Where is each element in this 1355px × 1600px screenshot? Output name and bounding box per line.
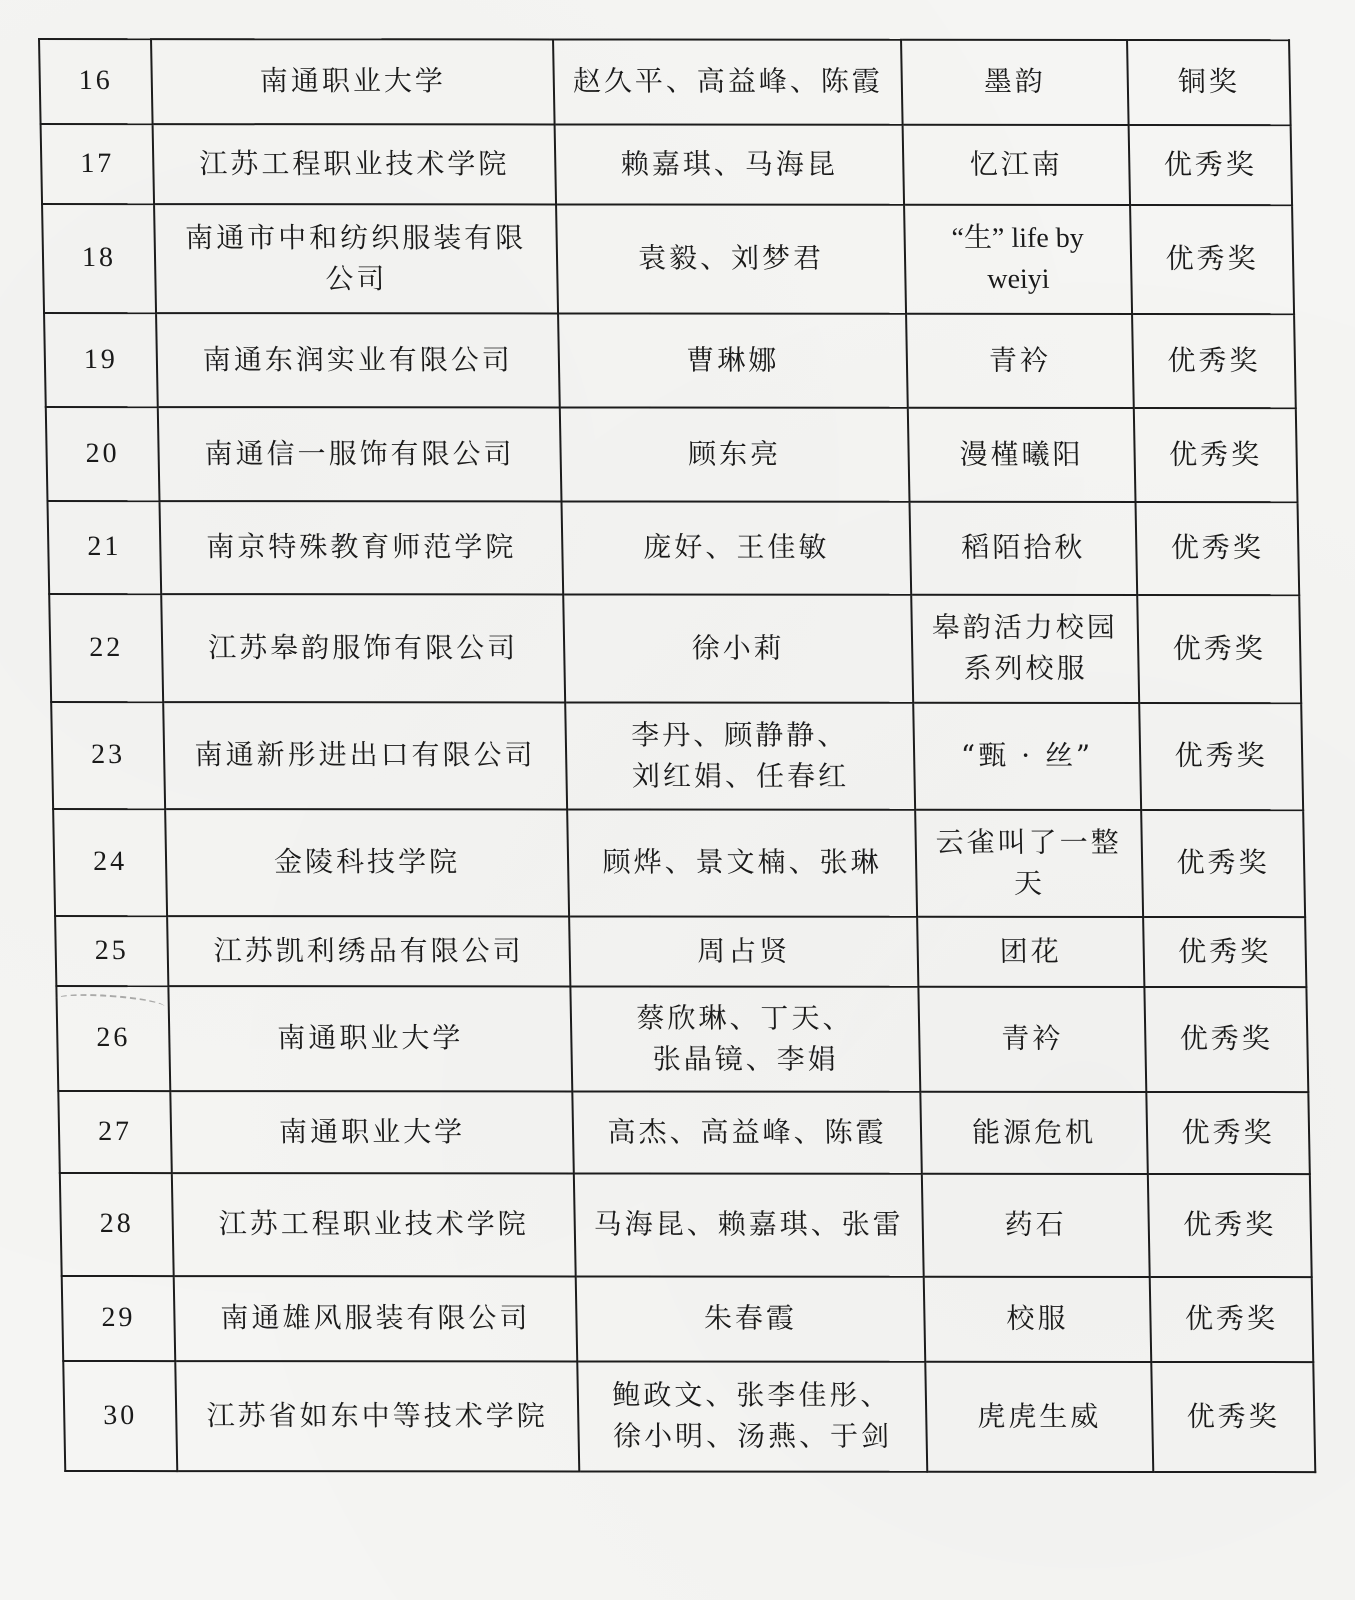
cell-work-title (909, 502, 1137, 595)
cell-award (1132, 314, 1296, 408)
award-level: 优秀奖 (1184, 1302, 1279, 1336)
authors-line: 鲍政文、张李佳彤、 (612, 1378, 892, 1413)
table-row (58, 1091, 1310, 1174)
cell-unit (153, 124, 556, 204)
award-winners-table (38, 38, 1316, 1473)
serial-number: 26 (96, 1022, 131, 1054)
award-level: 优秀奖 (1168, 437, 1263, 471)
cell-award (1130, 205, 1294, 314)
unit-name-line: 南通雄风服装有限公司 (220, 1301, 531, 1335)
cell-award (1137, 595, 1301, 703)
unit-name-line: 南通东润实业有限公司 (202, 342, 514, 377)
cell-work-title (903, 125, 1130, 205)
unit-name-line: 金陵科技学院 (273, 845, 461, 879)
cell-authors (574, 1173, 924, 1276)
cell-authors (576, 1276, 926, 1361)
table-row (63, 1361, 1315, 1472)
award-level: 优秀奖 (1165, 242, 1259, 276)
work-title-line: “甄 · 丝” (960, 738, 1094, 773)
work-title-line: 校服 (1006, 1302, 1069, 1336)
cell-unit (167, 916, 570, 986)
cell-award (1141, 810, 1305, 917)
serial-number: 27 (97, 1115, 133, 1147)
cell-award (1150, 1277, 1314, 1362)
cell-authors (560, 407, 910, 501)
unit-name-line: 南通职业大学 (259, 64, 447, 98)
serial-number: 20 (85, 437, 120, 469)
cell-work-title (915, 810, 1143, 917)
table-row (51, 702, 1303, 810)
work-title-line: 药石 (1004, 1208, 1068, 1242)
work-title-line: 青衿 (988, 343, 1052, 377)
serial-number: 19 (83, 343, 119, 375)
award-level: 优秀奖 (1172, 631, 1266, 665)
unit-name-line: 南通新彤进出口有限公司 (194, 738, 536, 772)
authors-line: 赖嘉琪、马海昆 (620, 147, 839, 181)
table-row (49, 594, 1301, 703)
cell-work-title (922, 1174, 1150, 1277)
cell-unit (175, 1361, 579, 1471)
unit-name-line: 江苏工程职业技术学院 (198, 146, 510, 181)
table-row (44, 313, 1296, 408)
work-title-line: 团花 (999, 934, 1063, 968)
award-level: 优秀奖 (1186, 1399, 1281, 1433)
unit-name-line: 公司 (325, 261, 388, 295)
cell-unit (170, 1091, 574, 1173)
award-table-container (38, 38, 1314, 1473)
cell-unit (161, 594, 565, 702)
authors-line: 徐小莉 (691, 631, 785, 665)
work-title-line: 能源危机 (971, 1115, 1097, 1149)
authors-line: 周占贤 (696, 934, 791, 968)
cell-unit (156, 313, 560, 407)
unit-name-line: 江苏凯利绣品有限公司 (213, 933, 525, 968)
cell-serial-number (60, 1173, 174, 1276)
cell-work-title (925, 1362, 1153, 1472)
cell-serial-number (58, 1091, 172, 1173)
cell-award (1134, 408, 1298, 502)
cell-authors (555, 124, 904, 204)
cell-serial-number (42, 204, 156, 313)
authors-line: 徐小明、汤燕、于剑 (612, 1419, 893, 1453)
cell-serial-number (39, 39, 153, 124)
table-row (60, 1173, 1312, 1277)
cell-authors (563, 594, 913, 702)
award-level: 优秀奖 (1182, 1208, 1277, 1242)
table-row (56, 986, 1308, 1092)
authors-line: 高杰、高益峰、陈霞 (607, 1115, 887, 1149)
serial-number: 24 (92, 846, 128, 878)
cell-work-title (918, 987, 1146, 1092)
cell-award (1129, 125, 1292, 205)
cell-work-title (901, 40, 1129, 125)
work-title-line: 青衿 (1001, 1022, 1064, 1056)
award-level: 优秀奖 (1179, 1022, 1274, 1056)
authors-line: 庞好、王佳敏 (643, 530, 830, 564)
cell-work-title (917, 917, 1144, 987)
table-row (53, 809, 1305, 917)
serial-number: 25 (94, 934, 130, 966)
work-title-line: 皋韵活力校园 (931, 611, 1119, 645)
cell-serial-number (51, 702, 165, 809)
cell-authors (553, 39, 903, 124)
cell-unit (174, 1276, 578, 1361)
authors-line: 顾东亮 (687, 437, 782, 471)
authors-line: 袁毅、刘梦君 (637, 241, 825, 275)
authors-line: 曹琳娜 (686, 343, 780, 377)
cell-authors (565, 702, 915, 809)
cell-work-title (906, 314, 1134, 408)
work-title-line: 云雀叫了一整 (935, 825, 1123, 859)
award-level: 优秀奖 (1177, 934, 1272, 968)
authors-line: 朱春霞 (703, 1301, 798, 1335)
authors-line: 蔡欣琳、丁天、 (636, 1001, 854, 1035)
table-row (42, 204, 1294, 314)
work-title-line: “生” life by (951, 222, 1085, 254)
cell-work-title (920, 1092, 1148, 1174)
table-row (39, 39, 1291, 125)
unit-name-line: 江苏工程职业技术学院 (218, 1207, 530, 1241)
cell-serial-number (55, 916, 168, 986)
table-body (39, 39, 1315, 1472)
cell-work-title (924, 1277, 1152, 1362)
cell-award (1151, 1362, 1315, 1472)
cell-serial-number (47, 501, 161, 594)
cell-serial-number (46, 407, 160, 501)
cell-authors (556, 204, 906, 313)
unit-name-line: 南通职业大学 (277, 1021, 464, 1055)
cell-serial-number (41, 124, 154, 204)
authors-line: 李丹、顾静静、 (630, 718, 849, 752)
unit-name-line: 南通职业大学 (278, 1114, 466, 1149)
serial-number: 18 (81, 242, 117, 274)
unit-name-line: 江苏皋韵服饰有限公司 (207, 630, 519, 665)
cell-authors (567, 809, 917, 916)
cell-unit (154, 204, 558, 313)
cell-serial-number (49, 594, 163, 702)
cell-unit (168, 986, 572, 1091)
cell-unit (172, 1173, 576, 1276)
cell-unit (159, 501, 563, 594)
serial-number: 22 (88, 631, 124, 663)
table-row (46, 407, 1298, 502)
cell-serial-number (63, 1361, 177, 1471)
work-title-line: 系列校服 (963, 651, 1088, 685)
serial-number: 23 (90, 739, 126, 771)
award-level: 优秀奖 (1176, 846, 1270, 880)
cell-serial-number (53, 809, 167, 916)
award-level: 优秀奖 (1174, 739, 1268, 773)
cell-work-title (911, 595, 1139, 703)
cell-authors (577, 1361, 927, 1471)
cell-authors (558, 313, 908, 407)
authors-line: 张晶镜、李娟 (652, 1042, 840, 1076)
cell-award (1143, 917, 1306, 987)
cell-award (1148, 1174, 1312, 1277)
authors-line: 刘红娟、任春红 (631, 759, 850, 793)
cell-award (1127, 40, 1291, 125)
unit-name-line: 南通市中和纺织服装有限 (184, 221, 527, 255)
cell-authors (569, 916, 918, 986)
serial-number: 17 (80, 147, 115, 179)
award-level: 优秀奖 (1163, 147, 1258, 181)
cell-unit (163, 702, 567, 809)
authors-line: 赵久平、高益峰、陈霞 (572, 64, 884, 98)
work-title-line: 虎虎生威 (976, 1399, 1102, 1433)
cell-serial-number (62, 1276, 176, 1361)
authors-line: 顾烨、景文楠、张琳 (602, 845, 882, 879)
cell-authors (570, 986, 920, 1091)
work-title-line: 墨韵 (983, 65, 1047, 99)
award-level: 优秀奖 (1170, 531, 1265, 565)
cell-work-title (908, 408, 1136, 502)
award-level: 优秀奖 (1181, 1115, 1275, 1149)
serial-number: 30 (102, 1399, 138, 1431)
serial-number: 29 (101, 1302, 136, 1334)
cell-authors (561, 501, 911, 594)
work-title-line: 忆江南 (969, 147, 1064, 181)
cell-award (1146, 1092, 1310, 1174)
work-title-line: 漫槿曦阳 (959, 437, 1084, 471)
cell-award (1144, 987, 1308, 1092)
work-title-line: 稻陌拾秋 (961, 531, 1086, 565)
unit-name-line: 南京特殊教育师范学院 (206, 530, 517, 564)
table-row (47, 501, 1299, 595)
cell-award (1136, 502, 1300, 595)
cell-unit (165, 809, 569, 916)
cell-serial-number (44, 313, 158, 407)
serial-number: 21 (87, 531, 122, 563)
table-row (41, 124, 1292, 205)
unit-name-line: 南通信一服饰有限公司 (204, 436, 515, 471)
authors-line: 马海昆、赖嘉琪、张雷 (593, 1207, 905, 1241)
work-title-line: 天 (1013, 866, 1046, 900)
cell-award (1139, 703, 1303, 810)
table-row (55, 916, 1306, 987)
unit-name-line: 江苏省如东中等技术学院 (206, 1398, 549, 1433)
cell-work-title (913, 703, 1141, 810)
cell-work-title (904, 205, 1132, 314)
award-level: 优秀奖 (1167, 343, 1261, 377)
serial-number: 16 (78, 65, 114, 97)
cell-unit (151, 39, 555, 124)
award-level: 铜奖 (1177, 65, 1241, 99)
serial-number: 28 (99, 1208, 135, 1240)
table-row (62, 1276, 1314, 1362)
work-title-line: weiyi (987, 263, 1050, 295)
cell-authors (572, 1091, 922, 1173)
cell-unit (158, 407, 562, 501)
